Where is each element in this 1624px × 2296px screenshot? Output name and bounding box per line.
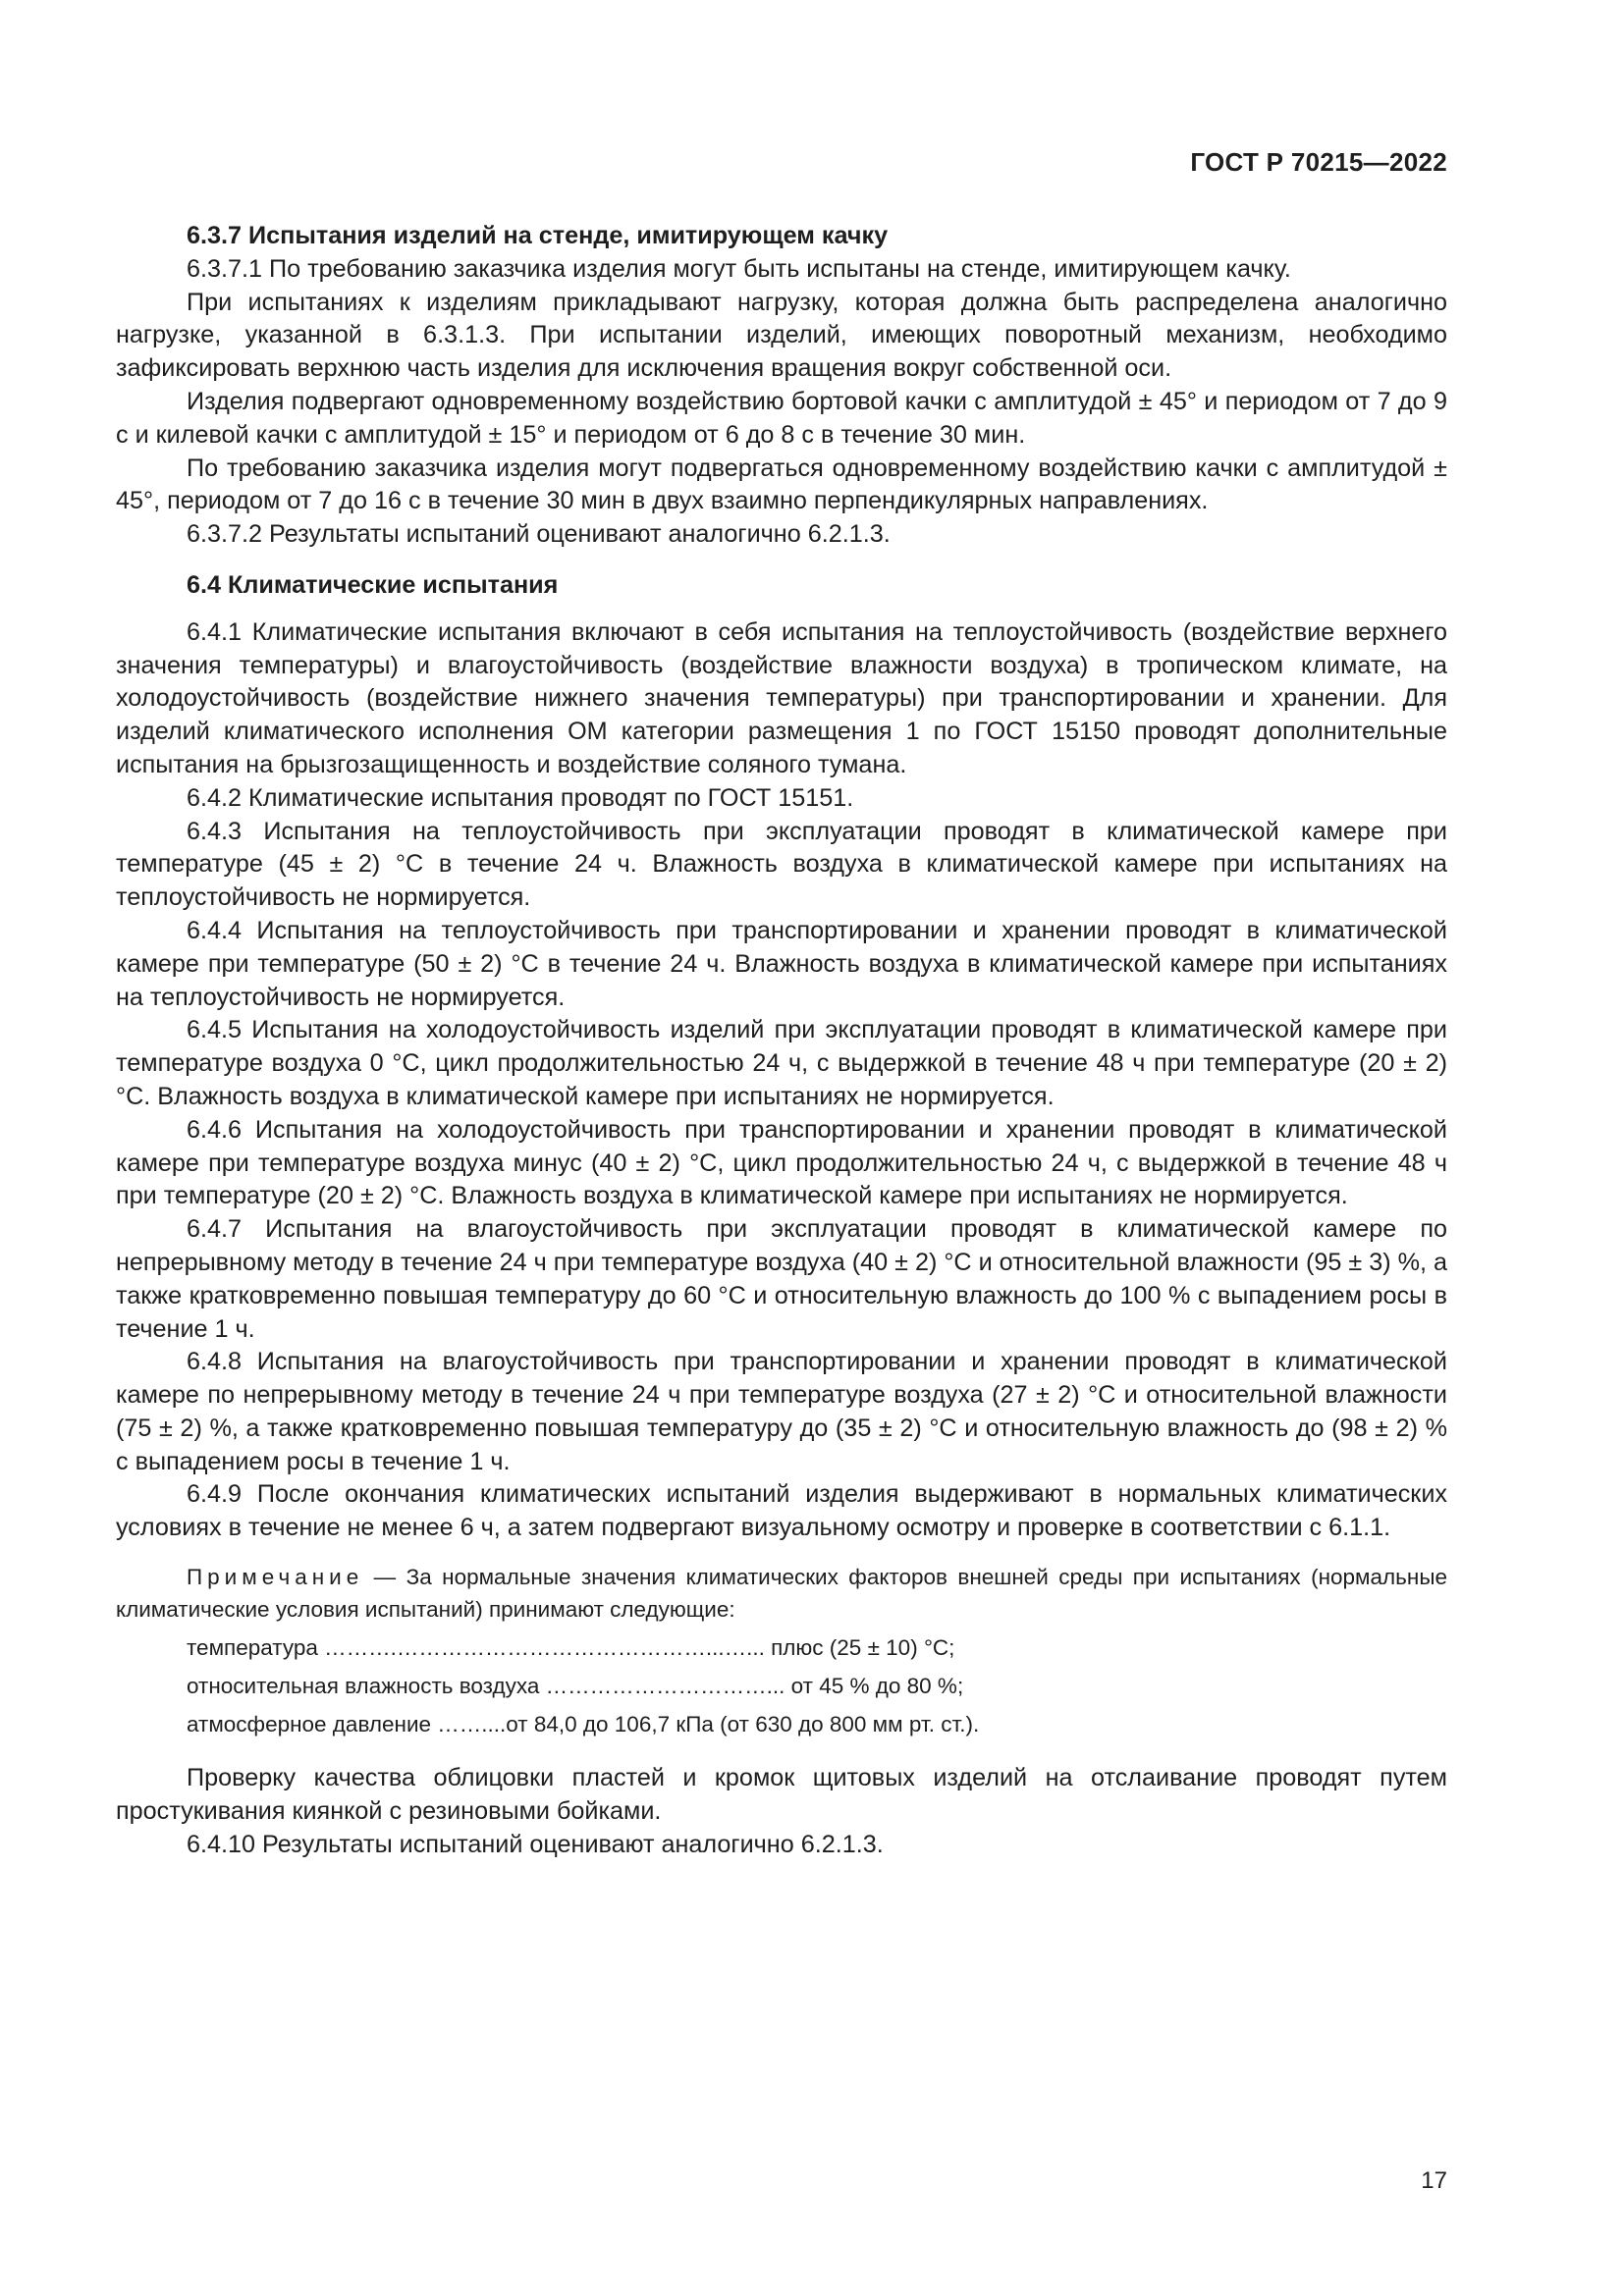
- note-label: Примечание: [187, 1565, 364, 1590]
- note-line-humidity: относительная влажность воздуха …………………………... от 45 % до 80 %;: [187, 1674, 964, 1699]
- paragraph: 6.3.7.1 По требованию заказчика изделия могут быть испытаны на стенде, имитирующем качку.: [187, 254, 1291, 283]
- note-intro: [116, 1561, 1447, 1626]
- subsection-heading: 6.3.7 Испытания изделий на стенде, имитирующем качку: [187, 222, 889, 249]
- paragraph: 6.4.6 Испытания на холодоустойчивость при транспортировании и хранении проводят в климатической камере при температуре воздуха минус (40 ± 2) °С, цикл продолжительностью 24 ч, с выдержкой в течение 48 ч при температуре (20 ± 2) °С. Влажность воздуха в климатической камере при испытаниях не нормируется.: [116, 1115, 1447, 1210]
- note-text: — За нормальные значения климатических факторов внешней среды при испытаниях (нормальные климатические условия испытаний) принимают следующие:: [116, 1565, 1447, 1623]
- paragraph: 6.3.7.2 Результаты испытаний оценивают аналогично 6.2.1.3.: [187, 520, 891, 549]
- paragraph: 6.4.5 Испытания на холодоустойчивость изделий при эксплуатации проводят в климатической камере при температуре воздуха 0 °С, цикл продолжительностью 24 ч, с выдержкой в течение 48 ч при температуре (20 ± 2) °С. Влажность воздуха в климатической камере при испытаниях не нормируется.: [116, 1016, 1447, 1110]
- section-heading: 6.4 Климатические испытания: [187, 570, 559, 599]
- paragraph: 6.4.3 Испытания на теплоустойчивость при эксплуатации проводят в климатической камере при температуре (45 ± 2) °С в течение 24 ч. Влажность воздуха в климатической камере при испытаниях на теплоустойчивость не нормируется.: [116, 817, 1447, 912]
- paragraph: Изделия подвергают одновременному воздействию бортовой качки с амплитудой ± 45° и периодом от 7 до 9 с и килевой качки с амплитудой ± 15° и периодом от 6 до 8 с в течение 30 мин.: [116, 387, 1447, 449]
- document-body: [116, 220, 1447, 1861]
- note-line-pressure: атмосферное давление ……....от 84,0 до 106,7 кПа (от 630 до 800 мм рт. ст.).: [187, 1712, 980, 1737]
- paragraph: По требованию заказчика изделия могут подвергаться одновременному воздействию качки с амплитудой ± 45°, периодом от 7 до 16 с в течение 30 мин в двух взаимно перпендикулярных направлениях.: [116, 454, 1447, 515]
- paragraph: Проверку качества облицовки пластей и кромок щитовых изделий на отслаивание проводят путем простукивания киянкой с резиновыми бойками.: [116, 1764, 1447, 1825]
- paragraph: 6.4.1 Климатические испытания включают в себя испытания на теплоустойчивость (воздействие верхнего значения температуры) и влагоустойчивость (воздействие влажности воздуха) в тропическом климате, на холодоустойчивость (воздействие нижнего значения температуры) при транспортировании и хранении. Для изделий климатического исполнения ОМ категории размещения 1 по ГОСТ 15150 проводят дополнительные испытания на брызгозащищенность и воздействие соляного тумана.: [116, 617, 1447, 778]
- note-line-temperature: температура ……….……………………………………...…... плюс (25 ± 10) °С;: [187, 1635, 955, 1661]
- paragraph: 6.4.2 Климатические испытания проводят по ГОСТ 15151.: [187, 783, 854, 812]
- paragraph: При испытаниях к изделиям прикладывают нагрузку, которая должна быть распределена аналогично нагрузке, указанной в 6.3.1.3. При испытании изделий, имеющих поворотный механизм, необходимо зафиксировать верхнюю часть изделия для исключения вращения вокруг собственной оси.: [116, 288, 1447, 383]
- page-number: 17: [1421, 2167, 1447, 2194]
- paragraph: 6.4.4 Испытания на теплоустойчивость при транспортировании и хранении проводят в климатической камере при температуре (50 ± 2) °С в течение 24 ч. Влажность воздуха в климатической камере при испытаниях на теплоустойчивость не нормируется.: [116, 916, 1447, 1011]
- paragraph: 6.4.9 После окончания климатических испытаний изделия выдерживают в нормальных климатических условиях в течение не менее 6 ч, а затем подвергают визуальному осмотру и проверке в соответствии с 6.1.1.: [116, 1480, 1447, 1542]
- paragraph: 6.4.10 Результаты испытаний оценивают аналогично 6.2.1.3.: [187, 1830, 884, 1858]
- document-header: ГОСТ Р 70215—2022: [1190, 147, 1447, 177]
- note-block: [116, 1561, 1447, 1740]
- paragraph: 6.4.8 Испытания на влагоустойчивость при транспортировании и хранении проводят в климатической камере по непрерывному методу в течение 24 ч при температуре воздуха (27 ± 2) °С и относительной влажности (75 ± 2) %, а также кратковременно повышая температуру до (35 ± 2) °С и относительную влажность до (98 ± 2) % с выпадением росы в течение 1 ч.: [116, 1348, 1447, 1475]
- paragraph: 6.4.7 Испытания на влагоустойчивость при эксплуатации проводят в климатической камере по непрерывному методу в течение 24 ч при температуре воздуха (40 ± 2) °С и относительной влажности (95 ± 3) %, а также кратковременно повышая температуру до 60 °С и относительную влажность до 100 % с выпадением росы в течение 1 ч.: [116, 1215, 1447, 1343]
